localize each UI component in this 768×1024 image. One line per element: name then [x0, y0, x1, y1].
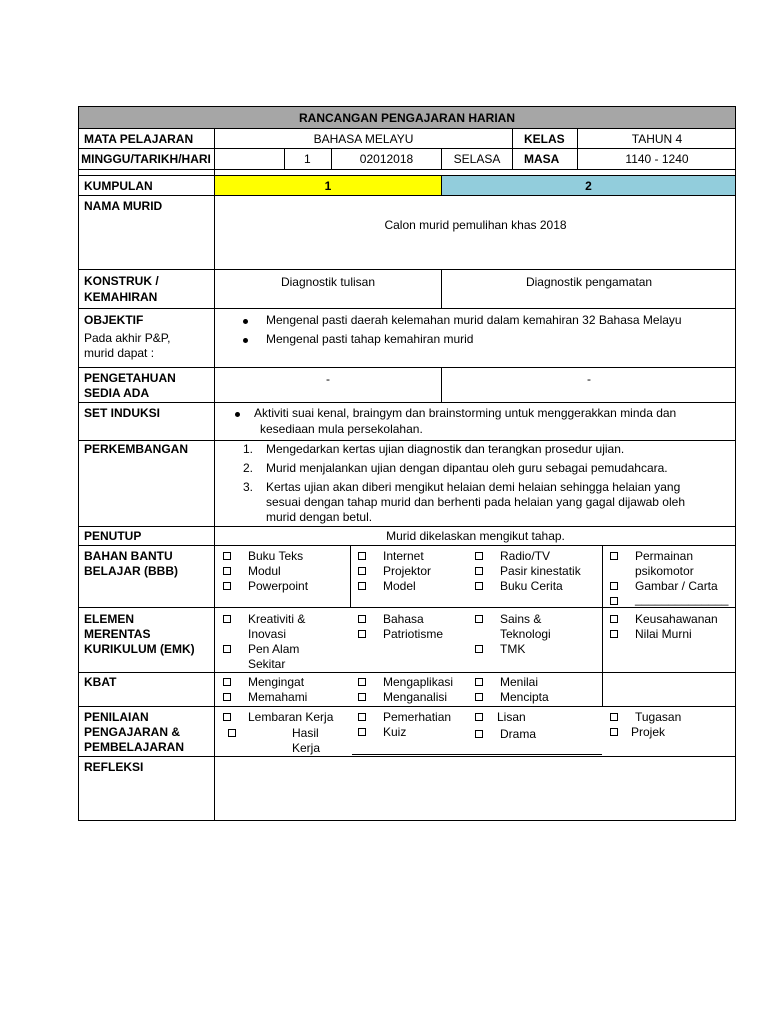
- development-num-3: 3.: [243, 480, 254, 494]
- construct-right: Diagnostik pengamatan: [525, 275, 653, 289]
- checkbox-option[interactable]: [223, 564, 231, 579]
- objective-sub-2: murid dapat :: [84, 346, 155, 360]
- checkbox-option[interactable]: [223, 549, 231, 564]
- checkbox-option[interactable]: [475, 642, 483, 657]
- checkbox-option[interactable]: [223, 642, 231, 657]
- bbb-option: Powerpoint: [248, 579, 309, 593]
- week-label: MINGGU/TARIKH/HARI: [81, 152, 211, 166]
- checkbox-option[interactable]: [610, 579, 618, 594]
- checkbox-icon[interactable]: [223, 645, 231, 653]
- students-label: NAMA MURID: [84, 199, 163, 213]
- checkbox-option[interactable]: [475, 579, 483, 594]
- development-item-1: Mengedarkan kertas ujian diagnostik dan terangkan prosedur ujian.: [266, 442, 625, 456]
- checkbox-option[interactable]: [475, 727, 483, 742]
- checkbox-icon[interactable]: [358, 678, 366, 686]
- emk-option: Kreativiti &: [248, 612, 306, 626]
- kbat-option: Mengingat: [248, 675, 305, 689]
- checkbox-option[interactable]: [610, 612, 618, 627]
- assessment-option: Drama: [500, 727, 537, 741]
- lesson-plan-table: [78, 106, 736, 821]
- checkbox-option[interactable]: [475, 564, 483, 579]
- objective-item-2: Mengenal pasti tahap kemahiran murid: [266, 332, 474, 346]
- development-item-3b: sesuai dengan tahap murid dan berhenti pada helaian yang gagal dijawab oleh: [266, 495, 685, 509]
- bbb-option: Projektor: [383, 564, 432, 578]
- subject-value: BAHASA MELAYU: [313, 132, 414, 146]
- bbb-option: Buku Cerita: [500, 579, 563, 593]
- checkbox-icon[interactable]: [358, 630, 366, 638]
- development-item-2: Murid menjalankan ujian dengan dipantau oleh guru sebagai pemudahcara.: [266, 461, 668, 475]
- checkbox-icon[interactable]: [358, 728, 366, 736]
- checkbox-icon[interactable]: [610, 597, 618, 605]
- checkbox-option[interactable]: [223, 612, 231, 627]
- checkbox-option[interactable]: [358, 725, 366, 740]
- emk-label-2: MERENTAS: [84, 627, 151, 641]
- induction-line-2: kesediaan mula persekolahan.: [260, 422, 423, 436]
- checkbox-option[interactable]: [358, 690, 366, 705]
- objective-label: OBJEKTIF: [84, 313, 144, 327]
- checkbox-icon[interactable]: [475, 582, 483, 590]
- checkbox-option[interactable]: [475, 710, 483, 725]
- checkbox-option[interactable]: [228, 726, 236, 741]
- kbat-option: Mengaplikasi: [383, 675, 454, 689]
- assessment-option: Projek: [631, 725, 666, 739]
- emk-option: Nilai Murni: [635, 627, 692, 641]
- week-value: 1: [304, 152, 311, 166]
- date-value: 02012018: [359, 152, 414, 166]
- checkbox-icon[interactable]: [223, 567, 231, 575]
- checkbox-icon[interactable]: [610, 728, 618, 736]
- checkbox-icon[interactable]: [358, 713, 366, 721]
- kbat-option: Mencipta: [500, 690, 549, 704]
- checkbox-icon[interactable]: [475, 730, 483, 738]
- kbat-option: Menganalisi: [383, 690, 448, 704]
- emk-option: Teknologi: [500, 627, 551, 641]
- development-num-1: 1.: [243, 442, 254, 456]
- checkbox-icon[interactable]: [358, 552, 366, 560]
- checkbox-icon[interactable]: [223, 678, 231, 686]
- assessment-label-1: PENILAIAN: [84, 710, 149, 724]
- day-value: SELASA: [453, 152, 501, 166]
- checkbox-icon[interactable]: [610, 552, 618, 560]
- assessment-option: Lembaran Kerja: [248, 710, 334, 724]
- checkbox-option[interactable]: [358, 627, 366, 642]
- checkbox-option[interactable]: [475, 612, 483, 627]
- bbb-option: psikomotor: [635, 564, 694, 578]
- checkbox-option[interactable]: [475, 690, 483, 705]
- development-item-3c: murid dengan betul.: [266, 510, 373, 524]
- checkbox-option[interactable]: [223, 690, 231, 705]
- prior-label-2: SEDIA ADA: [84, 386, 150, 400]
- reflection-label: REFLEKSI: [84, 760, 144, 774]
- checkbox-option[interactable]: [610, 710, 618, 725]
- bbb-option: Model: [383, 579, 416, 593]
- checkbox-icon[interactable]: [358, 582, 366, 590]
- assessment-option: Hasil: [292, 726, 319, 740]
- checkbox-icon[interactable]: [475, 615, 483, 623]
- checkbox-option[interactable]: [610, 549, 618, 564]
- bbb-option-blank: ______________: [635, 592, 729, 606]
- checkbox-icon[interactable]: [610, 582, 618, 590]
- class-label: KELAS: [524, 132, 565, 146]
- emk-option: Inovasi: [248, 627, 287, 641]
- checkbox-icon[interactable]: [610, 630, 618, 638]
- reflection-field[interactable]: [215, 757, 735, 820]
- checkbox-option[interactable]: [223, 710, 231, 725]
- checkbox-icon[interactable]: [610, 615, 618, 623]
- development-num-2: 2.: [243, 461, 254, 475]
- assessment-option: Lisan: [497, 710, 526, 724]
- bullet-icon: [243, 338, 248, 343]
- group-label: KUMPULAN: [84, 179, 153, 193]
- checkbox-icon[interactable]: [223, 713, 231, 721]
- checkbox-icon[interactable]: [475, 693, 483, 701]
- bbb-label-1: BAHAN BANTU: [84, 549, 173, 563]
- checkbox-option[interactable]: [610, 627, 618, 642]
- kbat-label: KBAT: [84, 675, 117, 689]
- checkbox-icon[interactable]: [223, 615, 231, 623]
- emk-option: TMK: [500, 642, 526, 656]
- bullet-icon: [235, 412, 240, 417]
- bbb-label-2: BELAJAR (BBB): [84, 564, 178, 578]
- bbb-option: Radio/TV: [500, 549, 551, 563]
- emk-option: Pen Alam: [248, 642, 300, 656]
- assessment-option: Pemerhatian: [383, 710, 452, 724]
- assessment-option: Kuiz: [383, 725, 407, 739]
- group-2-value: 2: [585, 179, 592, 193]
- checkbox-icon[interactable]: [475, 713, 483, 721]
- bbb-option: Permainan: [635, 549, 694, 563]
- checkbox-option[interactable]: [475, 675, 483, 690]
- assessment-option: Tugasan: [635, 710, 682, 724]
- checkbox-icon[interactable]: [610, 713, 618, 721]
- checkbox-icon[interactable]: [475, 567, 483, 575]
- assessment-label-2: PENGAJARAN &: [84, 725, 181, 739]
- emk-label-3: KURIKULUM (EMK): [84, 642, 195, 656]
- checkbox-icon[interactable]: [358, 693, 366, 701]
- emk-option: Sekitar: [248, 657, 286, 671]
- prior-right: -: [587, 372, 591, 386]
- prior-label-1: PENGETAHUAN: [84, 371, 176, 385]
- checkbox-option[interactable]: [358, 549, 366, 564]
- closing-label: PENUTUP: [84, 529, 142, 543]
- emk-option: Patriotisme: [383, 627, 444, 641]
- construct-label-1: KONSTRUK /: [84, 274, 159, 288]
- checkbox-icon[interactable]: [223, 693, 231, 701]
- emk-option: Sains &: [500, 612, 542, 626]
- closing-value: Murid dikelaskan mengikut tahap.: [386, 529, 565, 543]
- bbb-option: Gambar / Carta: [635, 579, 718, 593]
- checkbox-option[interactable]: [358, 675, 366, 690]
- bbb-option: Pasir kinestatik: [500, 564, 581, 578]
- development-item-3a: Kertas ujian akan diberi mengikut helaian demi helaian sehingga helaian yang: [266, 480, 681, 494]
- checkbox-option[interactable]: [358, 564, 366, 579]
- emk-option: Keusahawanan: [635, 612, 718, 626]
- induction-line-1: Aktiviti suai kenal, braingym dan brainstorming untuk menggerakkan minda dan: [254, 406, 677, 420]
- kbat-option: Memahami: [248, 690, 308, 704]
- checkbox-icon[interactable]: [475, 645, 483, 653]
- checkbox-option[interactable]: [475, 549, 483, 564]
- construct-label-2: KEMAHIRAN: [84, 290, 158, 304]
- checkbox-icon[interactable]: [358, 567, 366, 575]
- checkbox-option[interactable]: [223, 579, 231, 594]
- subject-label: MATA PELAJARAN: [84, 132, 194, 146]
- time-value: 1140 - 1240: [625, 152, 689, 166]
- kbat-option: Menilai: [500, 675, 539, 689]
- page-title: RANCANGAN PENGAJARAN HARIAN: [298, 111, 515, 125]
- emk-label-1: ELEMEN: [84, 612, 135, 626]
- emk-option: Bahasa: [383, 612, 424, 626]
- checkbox-icon[interactable]: [475, 678, 483, 686]
- checkbox-option[interactable]: [610, 725, 618, 740]
- objective-sub-1: Pada akhir P&P,: [84, 331, 171, 345]
- checkbox-icon[interactable]: [223, 552, 231, 560]
- development-label: PERKEMBANGAN: [84, 442, 189, 456]
- group-1-value: 1: [324, 179, 332, 193]
- time-label: MASA: [524, 152, 560, 166]
- class-value: TAHUN 4: [631, 132, 683, 146]
- bbb-option: Internet: [383, 549, 424, 563]
- assessment-label-3: PEMBELAJARAN: [84, 740, 185, 754]
- bbb-option: Modul: [248, 564, 281, 578]
- checkbox-option[interactable]: [223, 675, 231, 690]
- bbb-option: Buku Teks: [248, 549, 304, 563]
- checkbox-option[interactable]: [358, 579, 366, 594]
- checkbox-option[interactable]: [358, 710, 366, 725]
- checkbox-icon[interactable]: [223, 582, 231, 590]
- checkbox-option[interactable]: [358, 612, 366, 627]
- checkbox-icon[interactable]: [475, 552, 483, 560]
- induction-label: SET INDUKSI: [84, 406, 161, 420]
- objective-item-1: Mengenal pasti daerah kelemahan murid dalam kemahiran 32 Bahasa Melayu: [266, 313, 682, 327]
- construct-left: Diagnostik tulisan: [280, 275, 376, 289]
- checkbox-option[interactable]: [610, 594, 618, 609]
- students-value: Calon murid pemulihan khas 2018: [384, 218, 567, 232]
- checkbox-icon[interactable]: [228, 729, 236, 737]
- bullet-icon: [243, 319, 248, 324]
- assessment-option: Kerja: [292, 741, 321, 755]
- prior-left: -: [326, 372, 330, 386]
- checkbox-icon[interactable]: [358, 615, 366, 623]
